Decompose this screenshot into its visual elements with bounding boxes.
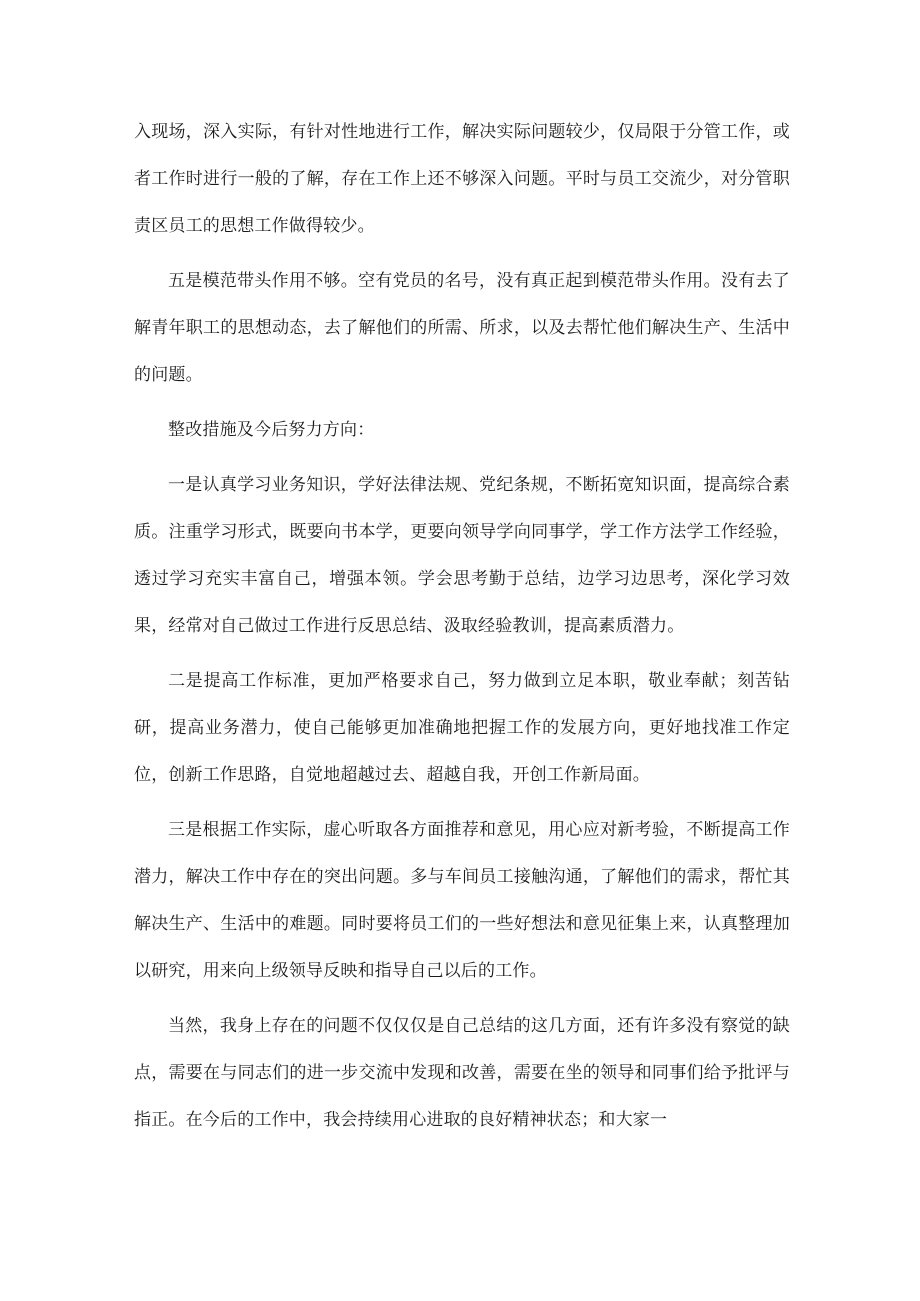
paragraph-continuation: 入现场，深入实际，有针对性地进行工作，解决实际问题较少，仅局限于分管工作，或者工作时进行一般的了解，存在工作上还不够深入问题。平时与员工交流少，对分管职责区员工的思想工作做得较少。 [134, 122, 790, 236]
paragraph-measure-two: 二是提高工作标准，更加严格要求自己，努力做到立足本职，敬业奉献；刻苦钻研，提高业务潜力，使自己能够更加准确地把握工作的发展方向，更好地找准工作定位，创新工作思路，自觉地超越过去、超越自我，开创工作新局面。 [134, 671, 790, 785]
document-body [134, 109, 790, 1152]
paragraph-point-five: 五是模范带头作用不够。空有党员的名号，没有真正起到模范带头作用。没有去了解青年职工的思想动态，去了解他们的所需、所求，以及去帮忙他们解决生产、生活中的问题。 [134, 271, 790, 385]
paragraph-measure-one: 一是认真学习业务知识，学好法律法规、党纪条规，不断拓宽知识面，提高综合素质。注重学习形式，既要向书本学，更要向领导学向同事学，学工作方法学工作经验，透过学习充实丰富自己，增强本领。学会思考勤于总结，边学习边思考，深化学习效果，经常对自己做过工作进行反思总结、汲取经验教训，提高素质潜力。 [134, 475, 790, 636]
paragraph-measure-three: 三是根据工作实际，虚心听取各方面推荐和意见，用心应对新考验，不断提高工作潜力，解决工作中存在的突出问题。多与车间员工接触沟通，了解他们的需求，帮忙其解决生产、生活中的难题。同时要将员工们的一些好想法和意见征集上来，认真整理加以研究，用来向上级领导反映和指导自己以后的工作。 [134, 820, 790, 981]
paragraph-conclusion: 当然，我身上存在的问题不仅仅仅是自己总结的这几方面，还有许多没有察觉的缺点，需要在与同志们的进一步交流中发现和改善，需要在坐的领导和同事们给予批评与指正。在今后的工作中，我会持续用心进取的良好精神状态；和大家一 [134, 1016, 790, 1130]
section-heading-rectification: 整改措施及今后努力方向： [168, 420, 375, 440]
